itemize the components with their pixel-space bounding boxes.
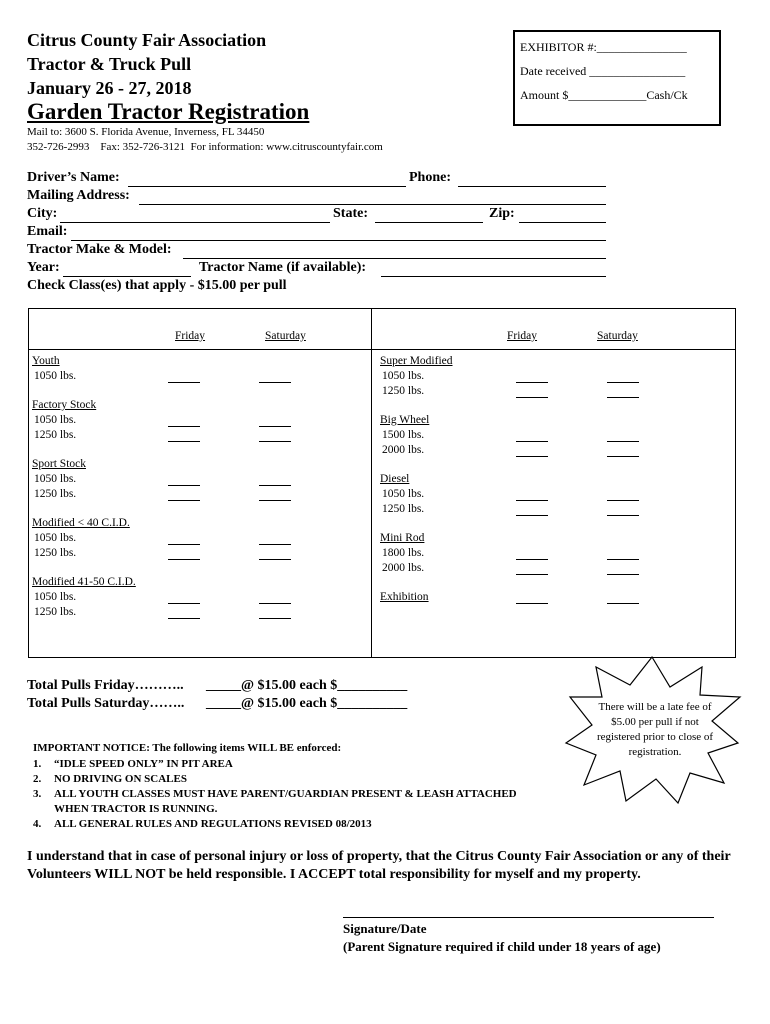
table-header-line	[29, 349, 735, 350]
signature-label: Signature/Date	[343, 921, 427, 936]
left-friday-check[interactable]	[168, 618, 200, 619]
left-friday-check[interactable]	[168, 544, 200, 545]
left-class-weight: 1250 lbs.	[34, 429, 77, 441]
total-friday-amount[interactable]: _____@ $15.00 each $__________	[206, 678, 408, 693]
left-class-weight: 1050 lbs.	[34, 473, 77, 485]
left-saturday-check[interactable]	[259, 544, 291, 545]
registration-fields	[27, 170, 617, 300]
right-class-weight: 1050 lbs.	[382, 370, 425, 382]
left-class-name: Sport Stock	[32, 458, 86, 470]
right-class-name: Mini Rod	[380, 532, 425, 544]
left-class-weight: 1250 lbs.	[34, 488, 77, 500]
driver-name-input[interactable]	[128, 186, 406, 187]
right-friday-check[interactable]	[516, 441, 548, 442]
notice-title: IMPORTANT NOTICE: The following items WILL BE enforced:	[33, 742, 342, 754]
left-saturday-check[interactable]	[259, 441, 291, 442]
left-class-weight: 1250 lbs.	[34, 606, 77, 618]
right-friday-check[interactable]	[516, 500, 548, 501]
notice-item	[33, 818, 593, 833]
right-saturday-check[interactable]	[607, 456, 639, 457]
notice-item-text: ALL YOUTH CLASSES MUST HAVE PARENT/GUARDIAN PRESENT & LEASH ATTACHED	[54, 788, 517, 800]
mail-address: Mail to: 3600 S. Florida Avenue, Inverness, FL 34450	[27, 126, 265, 138]
right-saturday-check[interactable]	[607, 441, 639, 442]
org-name: Citrus County Fair Association	[27, 30, 267, 50]
left-saturday-check[interactable]	[259, 603, 291, 604]
date-received-field[interactable]: Date received ________________	[520, 64, 686, 78]
left-class-weight: 1050 lbs.	[34, 591, 77, 603]
left-saturday-check[interactable]	[259, 559, 291, 560]
tractor-name-label: Tractor Name (if available):	[199, 260, 367, 275]
right-saturday-check[interactable]	[607, 515, 639, 516]
right-class-name: Super Modified	[380, 355, 453, 367]
email-label: Email:	[27, 224, 68, 239]
left-friday-header: Friday	[175, 330, 206, 342]
table-divider	[371, 309, 372, 657]
notice-list	[33, 758, 593, 838]
right-class-weight: 2000 lbs.	[382, 562, 425, 574]
left-saturday-check[interactable]	[259, 618, 291, 619]
left-saturday-check[interactable]	[259, 485, 291, 486]
phone-label: Phone:	[409, 170, 451, 185]
left-saturday-header: Saturday	[265, 330, 306, 342]
right-friday-check[interactable]	[516, 397, 548, 398]
signature-note: (Parent Signature required if child under 18 years of age)	[343, 939, 661, 954]
left-class-weight: 1050 lbs.	[34, 370, 77, 382]
amount-field[interactable]: Amount $_____________Cash/Ck	[520, 88, 688, 102]
left-class-weight: 1250 lbs.	[34, 547, 77, 559]
left-friday-check[interactable]	[168, 426, 200, 427]
right-saturday-check[interactable]	[607, 500, 639, 501]
right-friday-check[interactable]	[516, 456, 548, 457]
notice-item-text: NO DRIVING ON SCALES	[54, 773, 187, 785]
office-use-box	[513, 30, 721, 126]
right-class-weight: 1250 lbs.	[382, 503, 425, 515]
tractor-name-input[interactable]	[381, 276, 606, 277]
left-class-name: Modified < 40 C.I.D.	[32, 517, 130, 529]
notice-item-number: 2.	[33, 773, 42, 785]
right-class-weight: 1250 lbs.	[382, 385, 425, 397]
state-input[interactable]	[375, 222, 483, 223]
city-input[interactable]	[60, 222, 330, 223]
right-class-weight: 1800 lbs.	[382, 547, 425, 559]
right-saturday-check[interactable]	[607, 603, 639, 604]
right-friday-check[interactable]	[516, 515, 548, 516]
zip-input[interactable]	[519, 222, 606, 223]
left-class-name: Youth	[32, 355, 60, 367]
right-class-name: Big Wheel	[380, 414, 430, 426]
contact-info: 352-726-2993 Fax: 352-726-3121 For information: www.citruscountyfair.com	[27, 141, 383, 153]
year-input[interactable]	[63, 276, 191, 277]
notice-item	[33, 788, 593, 803]
right-saturday-check[interactable]	[607, 397, 639, 398]
notice-item-text: “IDLE SPEED ONLY” IN PIT AREA	[54, 758, 233, 770]
left-friday-check[interactable]	[168, 382, 200, 383]
email-input[interactable]	[71, 240, 606, 241]
notice-item-number: 4.	[33, 818, 42, 830]
late-fee-notice: There will be a late fee of $5.00 per pull if not registered prior to close of registration.	[596, 701, 714, 758]
exhibitor-number-field[interactable]: EXHIBITOR #:_______________	[520, 40, 687, 54]
liability-waiver: I understand that in case of personal injury or loss of property, that the Citrus County Fair Association or any of their Volunteers WILL NOT be held responsible. I ACCEPT total responsibility for myself and my property.	[27, 849, 731, 882]
right-saturday-check[interactable]	[607, 559, 639, 560]
signature-line[interactable]	[343, 917, 714, 918]
left-saturday-check[interactable]	[259, 426, 291, 427]
make-model-input[interactable]	[183, 258, 606, 259]
right-class-name: Diesel	[380, 473, 410, 485]
left-class-weight: 1050 lbs.	[34, 532, 77, 544]
make-model-label: Tractor Make & Model:	[27, 242, 172, 257]
driver-name-label: Driver’s Name:	[27, 170, 120, 185]
right-class-weight: 2000 lbs.	[382, 444, 425, 456]
left-friday-check[interactable]	[168, 441, 200, 442]
mailing-address-input[interactable]	[139, 204, 606, 205]
right-friday-check[interactable]	[516, 574, 548, 575]
left-saturday-check[interactable]	[259, 382, 291, 383]
notice-item	[33, 773, 593, 788]
phone-input[interactable]	[458, 186, 606, 187]
notice-item	[33, 758, 593, 773]
right-friday-check[interactable]	[516, 559, 548, 560]
notice-item-number: 3.	[33, 788, 42, 800]
notice-item-text: ALL GENERAL RULES AND REGULATIONS REVISED 08/2013	[54, 818, 372, 830]
notice-item	[33, 803, 593, 818]
city-label: City:	[27, 206, 58, 221]
right-friday-header: Friday	[507, 330, 538, 342]
class-table	[28, 308, 736, 658]
notice-item-number: 1.	[33, 758, 42, 770]
left-class-weight: 1050 lbs.	[34, 414, 77, 426]
right-saturday-header: Saturday	[597, 330, 638, 342]
left-class-name: Modified 41-50 C.I.D.	[32, 576, 136, 588]
left-friday-check[interactable]	[168, 559, 200, 560]
left-friday-check[interactable]	[168, 500, 200, 501]
year-label: Year:	[27, 260, 60, 275]
left-friday-check[interactable]	[168, 485, 200, 486]
event-dates: January 26 - 27, 2018	[27, 78, 192, 98]
mailing-address-label: Mailing Address:	[27, 188, 130, 203]
total-friday-label: Total Pulls Friday………..	[27, 678, 184, 693]
state-label: State:	[333, 206, 368, 221]
right-saturday-check[interactable]	[607, 382, 639, 383]
form-title: Garden Tractor Registration	[27, 99, 310, 124]
zip-label: Zip:	[489, 206, 515, 221]
check-class-label: Check Class(es) that apply - $15.00 per pull	[27, 278, 287, 293]
left-class-name: Factory Stock	[32, 399, 97, 411]
right-class-weight: 1500 lbs.	[382, 429, 425, 441]
right-friday-check[interactable]	[516, 603, 548, 604]
left-saturday-check[interactable]	[259, 500, 291, 501]
total-saturday-amount[interactable]: _____@ $15.00 each $__________	[206, 696, 408, 711]
notice-item-text: WHEN TRACTOR IS RUNNING.	[54, 803, 218, 815]
event-name: Tractor & Truck Pull	[27, 54, 192, 74]
right-class-weight: 1050 lbs.	[382, 488, 425, 500]
total-saturday-label: Total Pulls Saturday……..	[27, 696, 185, 711]
right-saturday-check[interactable]	[607, 574, 639, 575]
left-friday-check[interactable]	[168, 603, 200, 604]
right-friday-check[interactable]	[516, 382, 548, 383]
right-class-name: Exhibition	[380, 591, 429, 603]
